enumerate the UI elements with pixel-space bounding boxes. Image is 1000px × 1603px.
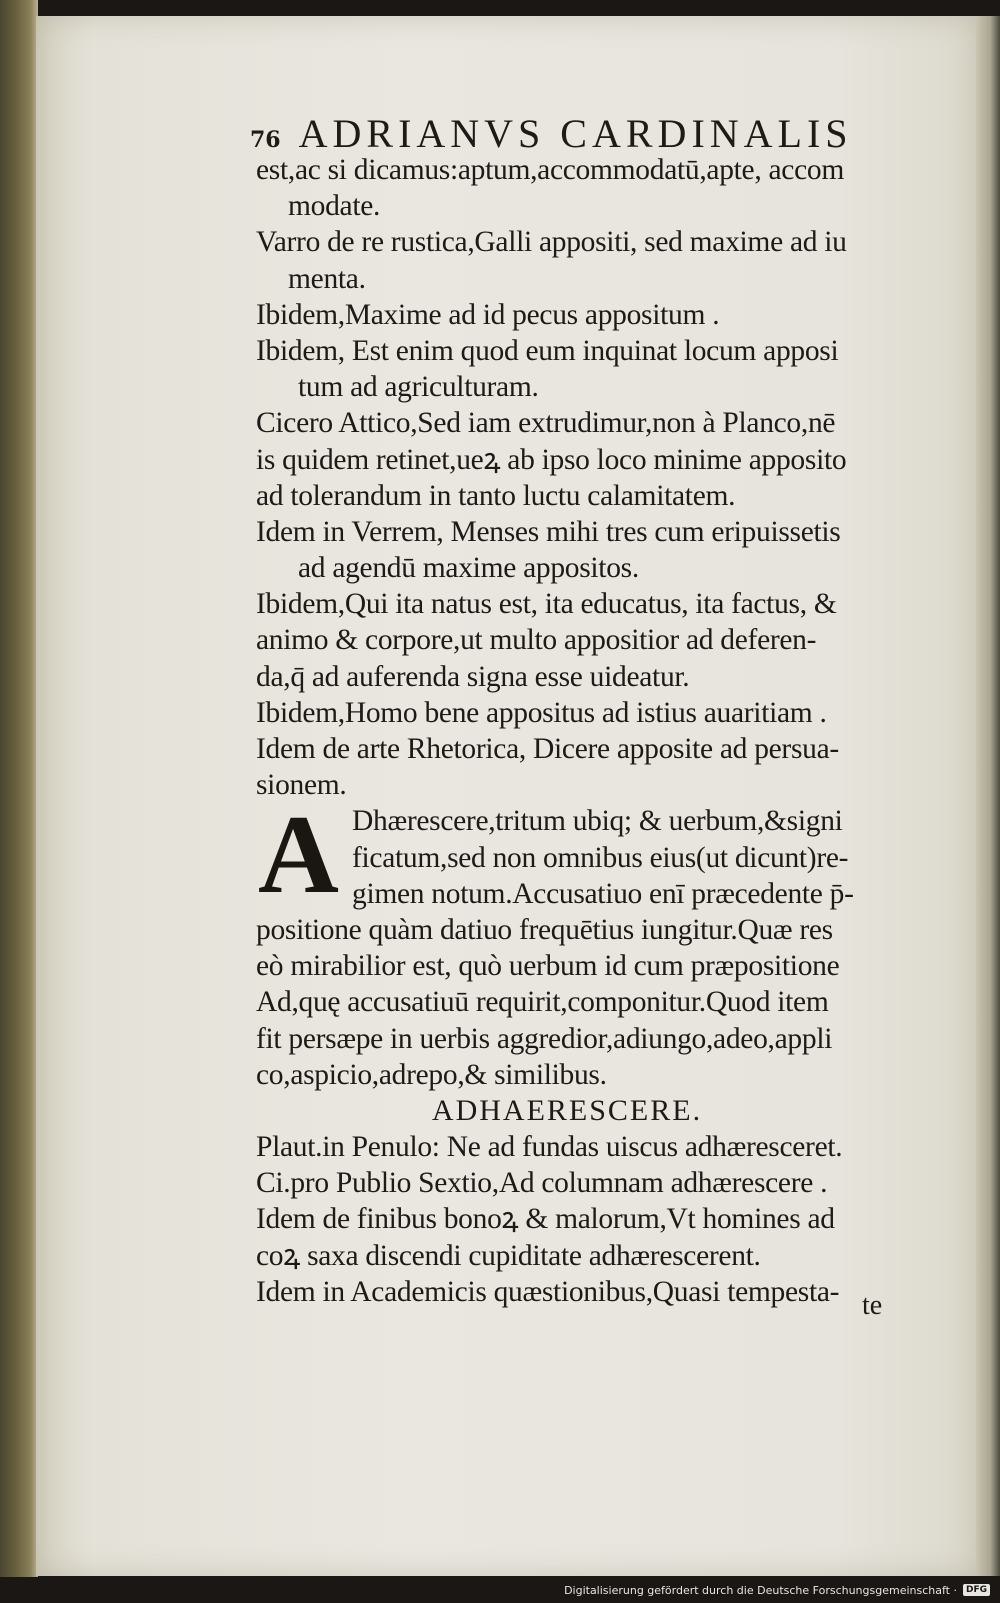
page-header — [250, 110, 870, 156]
text-line: Ibidem, Est enim quod eum inquinat locum apposi — [256, 334, 839, 367]
text-line: est,ac si dicamus:aptum,accommodatū,apte, accom — [256, 154, 844, 186]
text-line: Dhærescere,tritum ubiq; & uerbum,&signi — [352, 805, 843, 838]
text-line: ad tolerandum in tanto luctu calamitatem. — [256, 479, 736, 512]
initial-paragraph — [256, 793, 906, 918]
running-title: ADRIANVS CARDINALIS — [298, 111, 853, 156]
decorated-initial: A — [258, 793, 339, 918]
text-line: gimen notum.Accusatiuo enī præcedente p̄- — [352, 877, 854, 910]
digitization-footer — [0, 1577, 1000, 1603]
dfg-logo: DFG — [963, 1584, 990, 1596]
text-line: tum ad agriculturam. — [298, 371, 539, 404]
text-line: ficatum,sed non omnibus eius(ut dicunt)re- — [352, 841, 849, 874]
text-block-c — [256, 1129, 906, 1310]
text-line: Ibidem,Maxime ad id pecus appositum . — [256, 298, 720, 331]
text-line: co,aspicio,adrepo,& similibus. — [256, 1058, 607, 1091]
text-line: positione quàm datiuo frequētius iungitur.Quæ res — [256, 913, 833, 946]
text-block-a — [256, 152, 906, 803]
text-line: Ci.pro Publio Sextio,Ad columnam adhærescere . — [256, 1167, 828, 1200]
text-line: modate. — [288, 190, 381, 223]
main-text — [256, 152, 906, 1310]
text-line: coꝝ saxa discendi cupiditate adhærescerent. — [256, 1239, 761, 1272]
text-line: menta. — [288, 262, 366, 295]
text-line: Cicero Attico,Sed iam extrudimur,non à Planco,nē — [256, 407, 836, 440]
text-line: eò mirabilior est, quò uerbum id cum præpositione — [256, 950, 840, 983]
text-line: Ibidem,Homo bene appositus ad istius auaritiam . — [256, 696, 827, 729]
text-line: ad agendū maxime appositos. — [298, 552, 639, 585]
text-line: Idem de arte Rhetorica, Dicere apposite ad persua- — [256, 733, 839, 765]
text-block-b — [256, 912, 906, 1093]
book-spine — [0, 0, 38, 1580]
text-line: Idem in Verrem, Menses mihi tres cum eripuissetis — [256, 515, 841, 548]
text-line: Plaut.in Penulo: Ne ad fundas uiscus adhæresceret. — [256, 1131, 843, 1164]
text-line: animo & corpore,ut multo appositior ad deferen- — [256, 624, 817, 657]
text-line: is quidem retinet,ueꝝ ab ipso loco minime apposito — [256, 443, 847, 476]
catchword: te — [862, 1290, 883, 1321]
text-line: sionem. — [256, 769, 347, 802]
footer-credit: Digitalisierung gefördert durch die Deutsche Forschungsgemeinschaft · — [564, 1583, 957, 1597]
text-line: Ibidem,Qui ita natus est, ita educatus, ita factus, & — [256, 588, 837, 621]
text-line: Idem in Academicis quæstionibus,Quasi tempesta- — [256, 1275, 840, 1308]
folio-number: 76 — [250, 127, 281, 153]
page-edge — [976, 16, 1000, 1576]
text-line: Idem de finibus bonoꝝ & malorum,Vt homines ad — [256, 1203, 835, 1236]
text-line: da,q̄ ad auferenda signa esse uideatur. — [256, 660, 690, 693]
text-line: Varro de re rustica,Galli appositi, sed maxime ad iu — [256, 226, 847, 259]
text-line: Ad,quę accusatiuū requirit,componitur.Quod item — [256, 986, 829, 1019]
section-heading: ADHAERESCERE. — [431, 1093, 703, 1127]
text-line: fit persæpe in uerbis aggredior,adiungo,adeo,appli — [256, 1022, 833, 1055]
